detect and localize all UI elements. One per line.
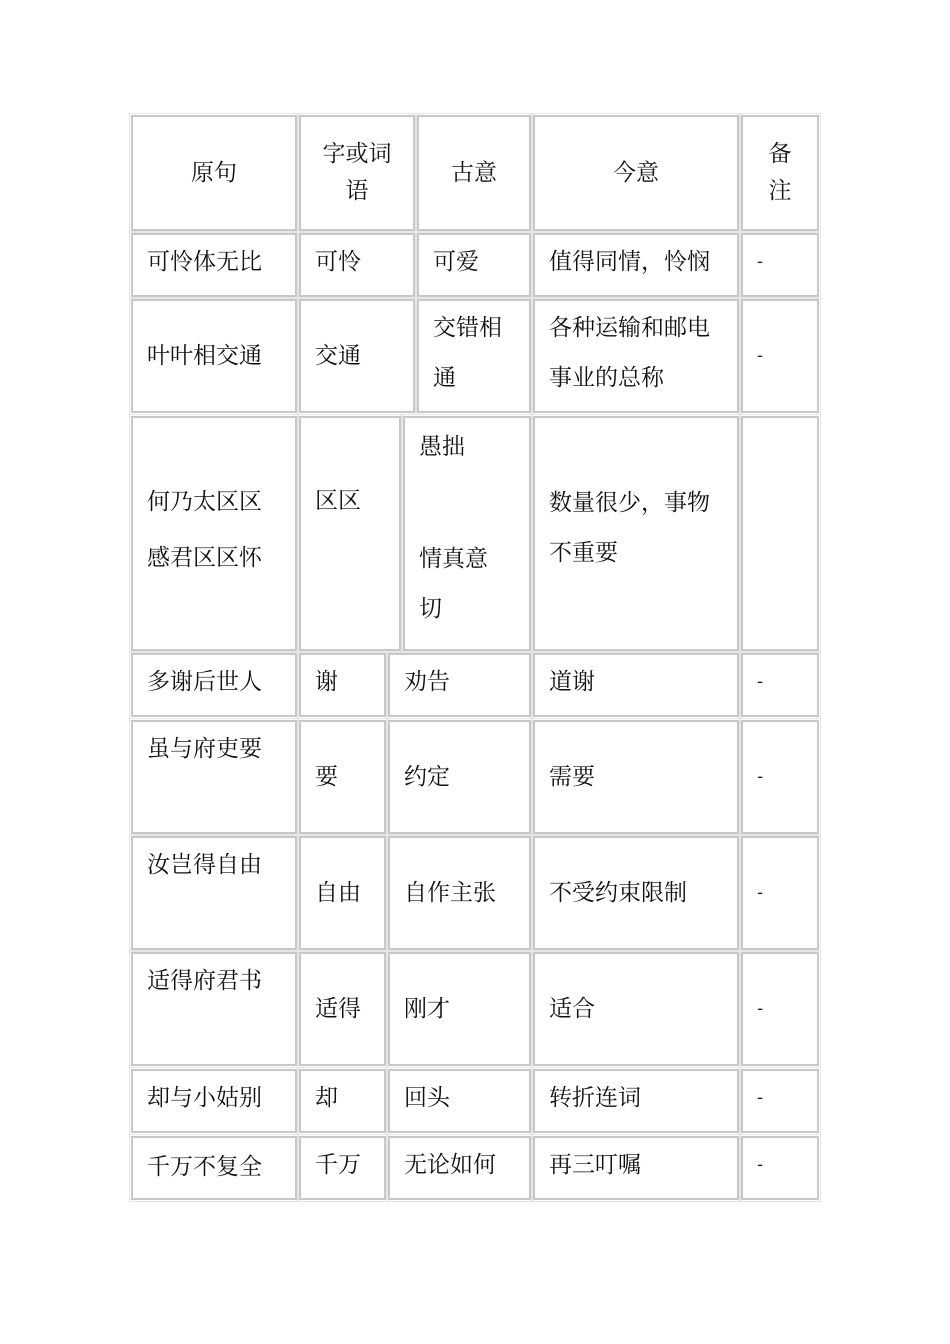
row6-note: -	[741, 836, 819, 950]
row9-ancient: 无论如何	[388, 1136, 531, 1200]
row1-modern: 值得同情，怜悯	[533, 233, 739, 297]
row9-word: 千万	[299, 1136, 386, 1200]
row2-ancient: 交错相 通	[417, 299, 531, 413]
row1-sentence: 可怜体无比	[131, 233, 297, 297]
row1-note: -	[741, 233, 819, 297]
row5-ancient: 约定	[388, 720, 531, 834]
row4-note: -	[741, 653, 819, 717]
row8-note: -	[741, 1069, 819, 1133]
row8-modern: 转折连词	[533, 1069, 739, 1133]
row8-ancient: 回头	[388, 1069, 531, 1133]
row7-modern: 适合	[533, 952, 739, 1066]
header-modern: 今意	[533, 115, 739, 231]
row2-modern: 各种运输和邮电 事业的总称	[533, 299, 739, 413]
row5-note: -	[741, 720, 819, 834]
row5-sentence: 虽与府吏要	[131, 720, 297, 834]
row3-ancient: 愚拙 情真意 切	[403, 416, 531, 651]
header-word: 字或词 语	[299, 115, 415, 231]
row3-sentence: 何乃太区区 感君区区怀	[131, 416, 297, 651]
row9-modern: 再三叮嘱	[533, 1136, 739, 1200]
row6-sentence: 汝岂得自由	[131, 836, 297, 950]
row6-modern: 不受约束限制	[533, 836, 739, 950]
row2-sentence: 叶叶相交通	[131, 299, 297, 413]
row4-word: 谢	[299, 653, 386, 717]
row3-word: 区区	[299, 416, 401, 651]
row1-ancient: 可爱	[417, 233, 531, 297]
header-note: 备 注	[741, 115, 819, 231]
row3-note	[741, 416, 819, 651]
row7-sentence: 适得府君书	[131, 952, 297, 1066]
row2-word: 交通	[299, 299, 415, 413]
row1-word: 可怜	[299, 233, 415, 297]
row4-modern: 道谢	[533, 653, 739, 717]
row7-word: 适得	[299, 952, 386, 1066]
header-sentence: 原句	[131, 115, 297, 231]
row8-word: 却	[299, 1069, 386, 1133]
header-ancient: 古意	[417, 115, 531, 231]
row4-ancient: 劝告	[388, 653, 531, 717]
row3-modern: 数量很少，事物 不重要	[533, 416, 739, 651]
row5-word: 要	[299, 720, 386, 834]
row9-sentence: 千万不复全	[131, 1136, 297, 1200]
row7-note: -	[741, 952, 819, 1066]
row4-sentence: 多谢后世人	[131, 653, 297, 717]
row5-modern: 需要	[533, 720, 739, 834]
row9-note: -	[741, 1136, 819, 1200]
row2-note: -	[741, 299, 819, 413]
row8-sentence: 却与小姑别	[131, 1069, 297, 1133]
row6-ancient: 自作主张	[388, 836, 531, 950]
row7-ancient: 刚才	[388, 952, 531, 1066]
row6-word: 自由	[299, 836, 386, 950]
